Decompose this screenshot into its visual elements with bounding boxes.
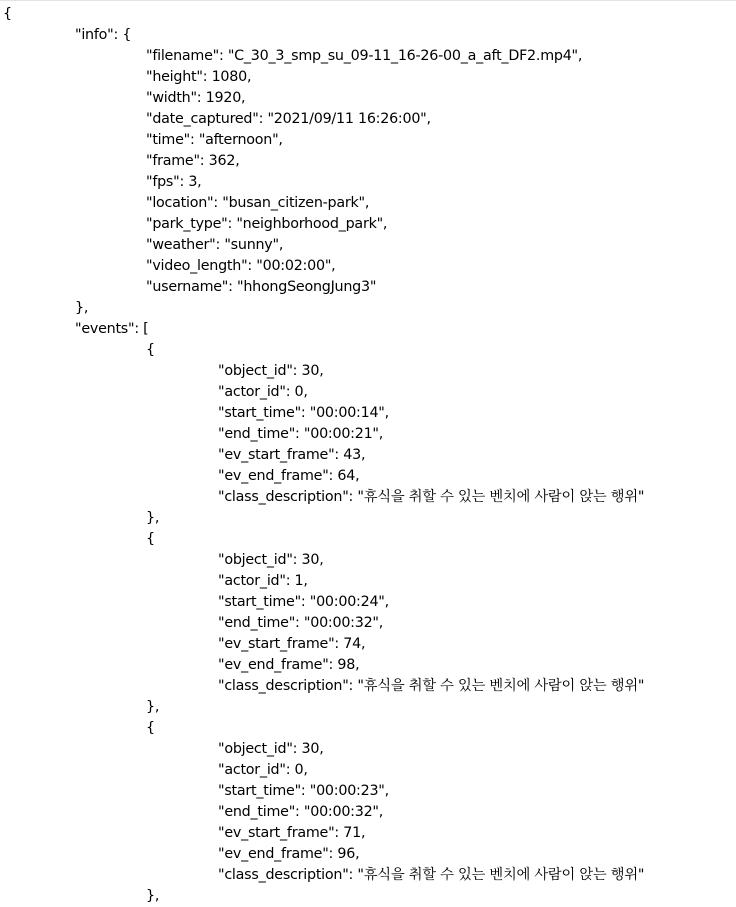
json-line: "ev_start_frame": 71, — [218, 825, 366, 841]
json-line: "end_time": "00:00:32", — [218, 804, 384, 820]
json-line: "ev_end_frame": 96, — [218, 846, 360, 862]
json-line: "height": 1080, — [146, 69, 252, 85]
json-line: "object_id": 30, — [218, 741, 324, 757]
json-line: }, — [146, 510, 160, 526]
json-line: "info": { — [75, 27, 132, 43]
json-line: { — [146, 531, 155, 547]
json-line: }, — [75, 300, 89, 316]
json-line: "object_id": 30, — [218, 552, 324, 568]
json-line: { — [3, 6, 12, 22]
json-line: "video_length": "00:02:00", — [146, 258, 336, 274]
json-line: "start_time": "00:00:14", — [218, 405, 389, 421]
json-line: "location": "busan_citizen-park", — [146, 195, 370, 211]
json-line: "filename": "C_30_3_smp_su_09-11_16-26-00_a_aft_DF2.mp4", — [146, 48, 583, 64]
json-line: "class_description": "휴식을 취할 수 있는 벤치에 사람이 앉는 행위" — [218, 678, 645, 694]
json-line: "frame": 362, — [146, 153, 240, 169]
json-line: "username": "hhongSeongJung3" — [146, 279, 377, 295]
json-line: "events": [ — [75, 321, 149, 337]
json-line: "weather": "sunny", — [146, 237, 284, 253]
json-line: "ev_end_frame": 64, — [218, 468, 360, 484]
json-line: { — [146, 720, 155, 736]
json-line: "width": 1920, — [146, 90, 246, 106]
json-line: }, — [146, 699, 160, 715]
json-line: "actor_id": 0, — [218, 384, 308, 400]
json-line: "date_captured": "2021/09/11 16:26:00", — [146, 111, 431, 127]
json-line: "start_time": "00:00:23", — [218, 783, 389, 799]
json-line: "object_id": 30, — [218, 363, 324, 379]
json-line: "fps": 3, — [146, 174, 202, 190]
json-line: "start_time": "00:00:24", — [218, 594, 389, 610]
json-line: "ev_end_frame": 98, — [218, 657, 360, 673]
json-line: }, — [146, 888, 160, 904]
window-top-border — [0, 0, 736, 1]
json-line: "ev_start_frame": 43, — [218, 447, 366, 463]
json-line: "park_type": "neighborhood_park", — [146, 216, 388, 232]
json-line: "end_time": "00:00:21", — [218, 426, 384, 442]
json-line: "ev_start_frame": 74, — [218, 636, 366, 652]
json-line: "time": "afternoon", — [146, 132, 283, 148]
json-line: { — [146, 342, 155, 358]
json-line: "end_time": "00:00:32", — [218, 615, 384, 631]
json-line: "class_description": "휴식을 취할 수 있는 벤치에 사람이 앉는 행위" — [218, 867, 645, 883]
json-line: "actor_id": 0, — [218, 762, 308, 778]
json-text-view[interactable] — [3, 4, 644, 907]
json-line: "actor_id": 1, — [218, 573, 308, 589]
json-line: "class_description": "휴식을 취할 수 있는 벤치에 사람이 앉는 행위" — [218, 489, 645, 505]
